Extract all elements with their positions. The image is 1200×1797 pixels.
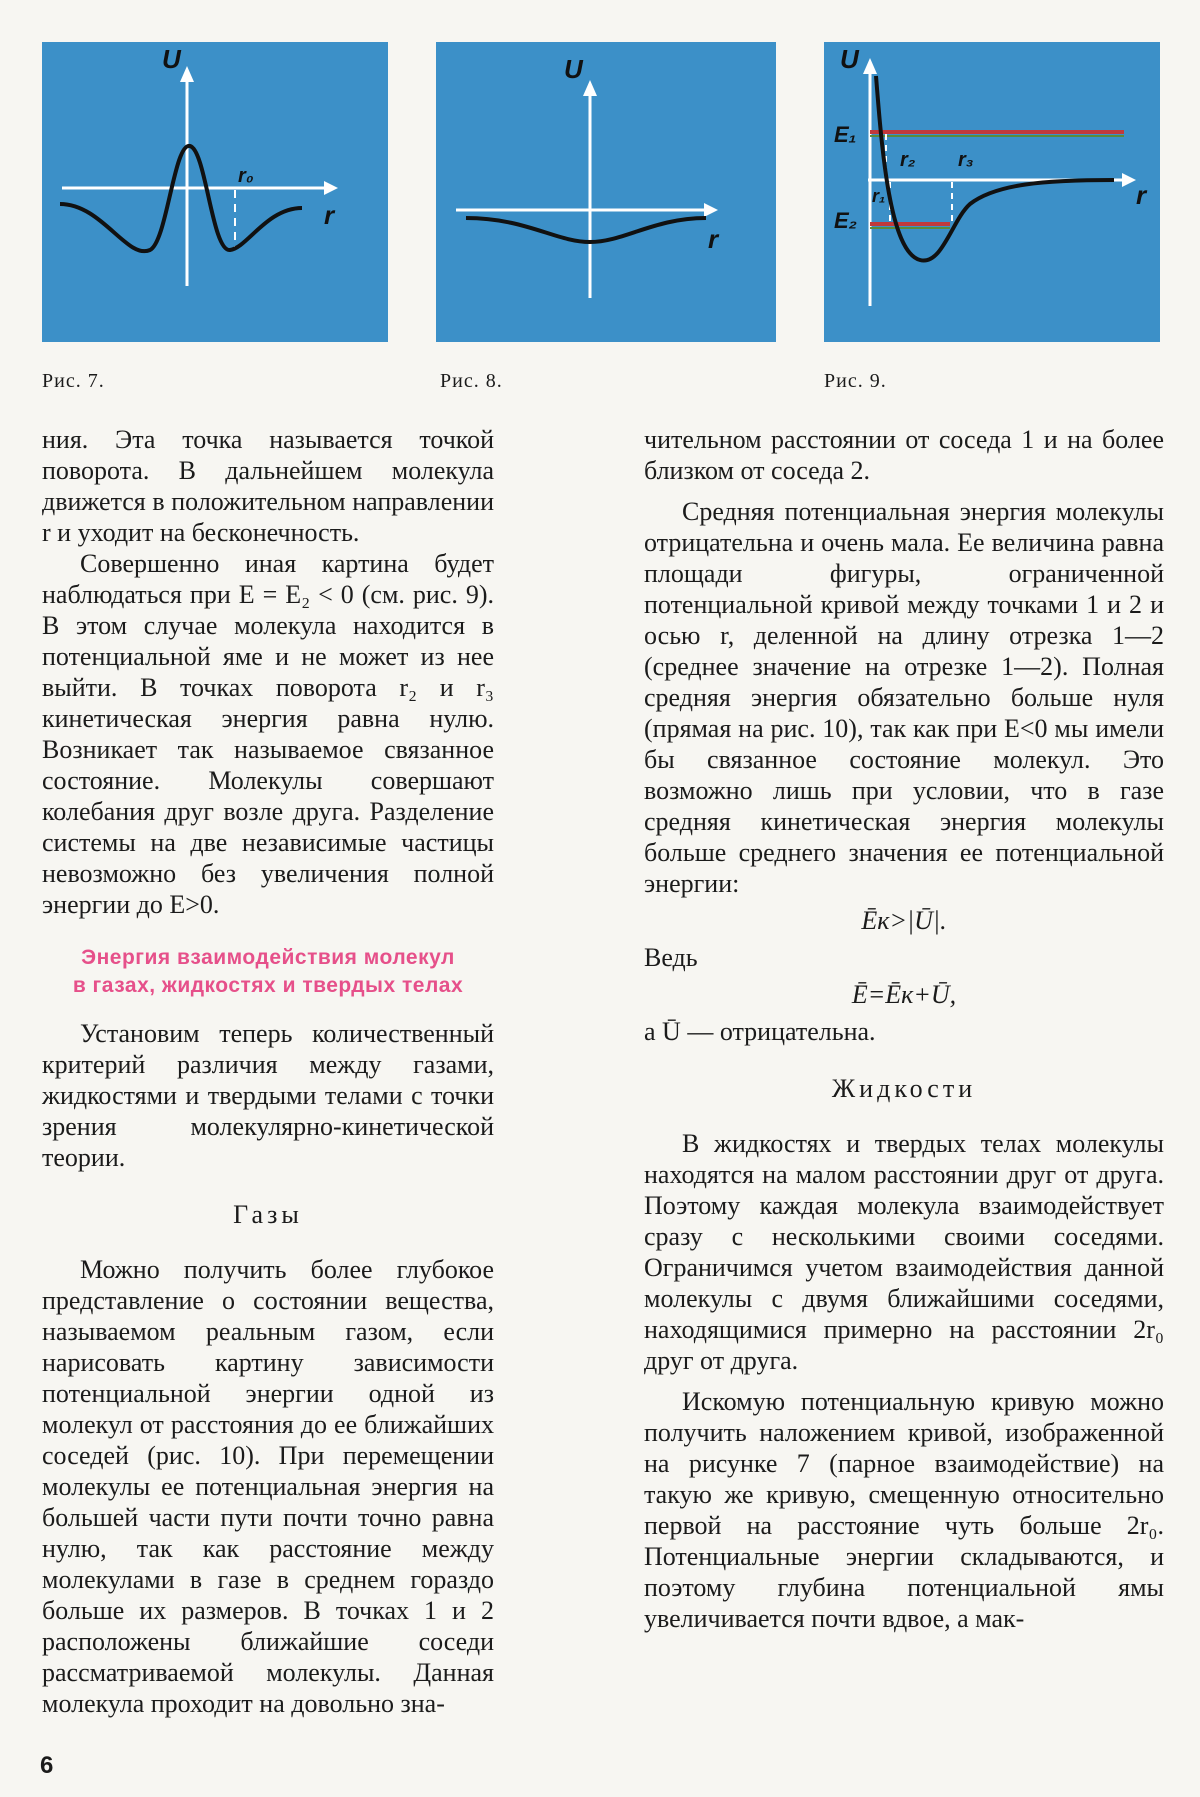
- potential-curve: [466, 218, 706, 242]
- u-axis-label: U: [564, 54, 583, 84]
- section-heading-line: Энергия взаимодействия молекул: [81, 946, 455, 969]
- figure-7-caption: Рис. 7.: [42, 370, 105, 392]
- formula-total-energy: Ē=Ēк+Ū,: [851, 980, 957, 1009]
- subheading-liquids: Жидкости: [831, 1074, 977, 1103]
- paragraph: Искомую потенциальную кривую можно получить наложением кривой, изображенной на рисунке 7 (парное взаимодействие) на такую же кривую, смещенную относительно первой на расстояние чуть больше 2r₀. Потенциальные энергии складываются, и поэтому глубина потенциальной ямы увеличивается почти вдвое, а мак-: [644, 1387, 1164, 1633]
- figure-9-caption: Рис. 9.: [824, 370, 887, 392]
- figure-8: [436, 42, 776, 342]
- r1-label: r₁: [872, 186, 886, 206]
- figure-7: [42, 42, 388, 342]
- potential-curve: [60, 146, 302, 251]
- r-axis-arrow: [704, 203, 718, 217]
- figure-8-caption: Рис. 8.: [440, 370, 503, 392]
- e2-label: E₂: [834, 208, 858, 233]
- formula-kinetic-vs-potential: Ēк>|Ū|.: [861, 906, 947, 935]
- paragraph: Установим теперь количественный критерий различия между газами, жидкостями и твердыми телами с точки зрения молекулярно-кинетической теории.: [42, 1019, 494, 1172]
- section-heading: [42, 944, 494, 1000]
- paragraph: ния. Эта точка называется точкой поворота. В дальнейшем молекула движется в положительном направлении r и уходит на бесконечность.: [42, 425, 494, 547]
- u-axis-label: U: [162, 44, 181, 74]
- u-axis-arrow: [863, 58, 877, 74]
- figure-8-graph: [436, 42, 776, 342]
- paragraph: чительном расстоянии от соседа 1 и на более близком от соседа 2.: [644, 425, 1164, 485]
- r-axis-arrow: [324, 181, 338, 195]
- r-axis-label: r: [1136, 180, 1147, 210]
- figure-9: [824, 42, 1160, 342]
- u-axis-label: U: [840, 44, 859, 74]
- r2-label: r₂: [900, 149, 916, 171]
- r-axis-arrow: [1122, 173, 1136, 187]
- paragraph: Средняя потенциальная энергия молекулы отрицательна и очень мала. Ее величина равна площади фигуры, ограниченной потенциальной кривой между точками 1 и 2 и осью r, деленной на длину отрезка 1—2 (среднее значение на отрезке 1—2). Полная средняя энергия обязательно больше нуля (прямая на рис. 10), так как при E<0 мы имели бы связанное состояние молекул. Это возможно лишь при условии, что в газе средняя кинетическая энергия молекулы больше среднего значения ее потенциальной энергии:: [644, 497, 1164, 898]
- left-column: [42, 424, 494, 1719]
- u-axis-arrow: [583, 80, 597, 96]
- r-axis-label: r: [708, 224, 719, 254]
- figure-7-graph: [42, 42, 388, 342]
- paragraph: В жидкостях и твердых телах молекулы находятся на малом расстоянии друг от друга. Поэтому каждая молекула взаимодействует сразу с несколькими своими соседями. Ограничимся учетом взаимодействия данной молекулы с двумя ближайшими соседями, находящимися примерно на расстоянии 2r₀ друг от друга.: [644, 1129, 1164, 1375]
- section-heading-line: в газах, жидкостях и твердых телах: [72, 974, 464, 997]
- r3-label: r₃: [958, 149, 974, 171]
- subheading-gases: Газы: [233, 1200, 303, 1229]
- paragraph: Совершенно иная картина будет наблюдаться при E = E₂ < 0 (см. рис. 9). В этом случае молекула находится в потенциальной яме и не может из нее выйти. В точках поворота r₂ и r₃ кинетическая энергия равна нулю. Возникает так называемое связанное состояние. Молекулы совершают колебания друг возле друга. Разделение системы на две независимые частицы невозможно без увеличения полной энергии до E>0.: [42, 549, 494, 919]
- u-axis-arrow: [180, 66, 194, 82]
- right-column: [644, 424, 1164, 1634]
- r0-label: r₀: [238, 165, 254, 187]
- figure-9-graph: [824, 42, 1160, 342]
- word-vedt: Ведь: [644, 943, 698, 972]
- page-number: 6: [40, 1752, 54, 1779]
- e1-label: E₁: [834, 122, 857, 147]
- formula-note: а Ū — отрицательна.: [644, 1017, 876, 1046]
- paragraph: Можно получить более глубокое представление о состоянии вещества, называемом реальным газом, если нарисовать картину зависимости потенциальной энергии одной из молекул от расстояния до ее ближайших соседей (рис. 10). При перемещении молекулы ее потенциальная энергия на большей части пути почти точно равна нулю, так как расстояние между молекулами в газе в среднем гораздо больше их размеров. В точках 1 и 2 расположены ближайшие соседи рассматриваемой молекулы. Данная молекула проходит на довольно зна-: [42, 1255, 494, 1718]
- r-axis-label: r: [324, 200, 335, 230]
